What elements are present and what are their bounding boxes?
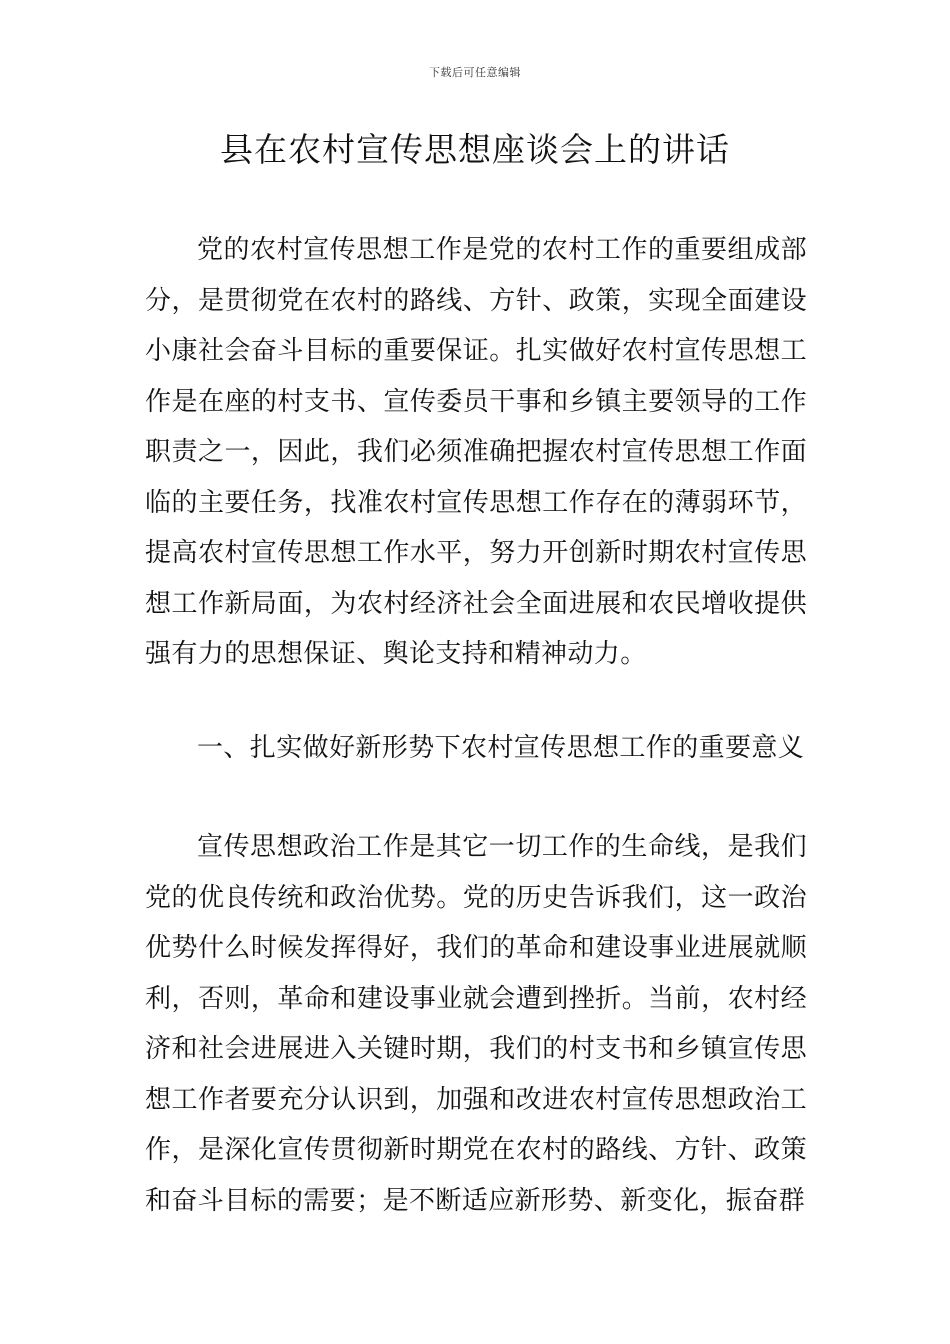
- header-note: 下载后可任意编辑: [429, 66, 521, 79]
- body-paragraph-2: 宣传思想政治工作是其它一切工作的生命线，是我们党的优良传统和政治优势。党的历史告诉我们，这一政治优势什么时候发挥得好，我们的革命和建设事业进展就顺利，否则，革命和建设事业就会遭到挫折。当前，农村经济和社会进展进入关键时期，我们的村支书和乡镇宣传思想工作者要充分认识到，加强和改进农村宣传思想政治工作，是深化宣传贯彻新时期党在农村的路线、方针、政策和奋斗目标的需要；是不断适应新形势、新变化，振奋群: [145, 832, 807, 1216]
- body-paragraph-1: 党的农村宣传思想工作是党的农村工作的重要组成部分，是贯彻党在农村的路线、方针、政策，实现全面建设小康社会奋斗目标的重要保证。扎实做好农村宣传思想工作是在座的村支书、宣传委员干事和乡镇主要领导的工作职责之一，因此，我们必须准确把握农村宣传思想工作面临的主要任务，找准农村宣传思想工作存在的薄弱环节，提高农村宣传思想工作水平，努力开创新时期农村宣传思想工作新局面，为农村经济社会全面进展和农民增收提供强有力的思想保证、舆论支持和精神动力。: [145, 235, 807, 669]
- section-heading-1: 一、扎实做好新形势下农村宣传思想工作的重要意义: [197, 733, 805, 763]
- document-title: 县在农村宣传思想座谈会上的讲话: [220, 130, 730, 169]
